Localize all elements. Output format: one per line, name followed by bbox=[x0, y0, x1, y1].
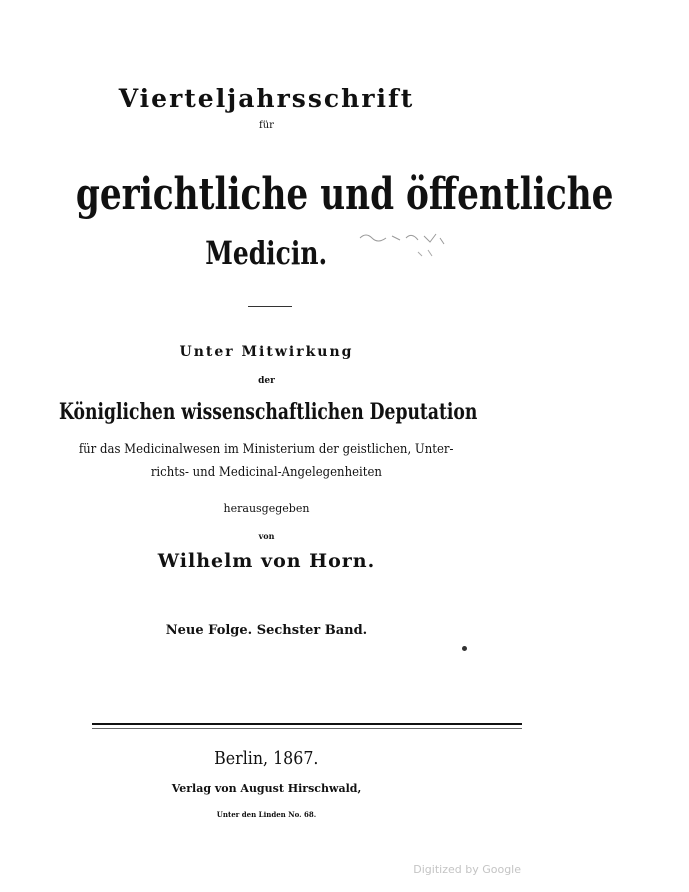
short-rule bbox=[248, 306, 292, 307]
by-line: von bbox=[258, 531, 275, 541]
institution-detail-1 bbox=[0, 442, 533, 457]
publisher-line: Verlag von August Hirschwald, bbox=[171, 782, 362, 795]
digitized-watermark: Digitized by Google bbox=[413, 863, 521, 876]
preposition-fuer: für bbox=[259, 120, 274, 131]
double-rule-bottom bbox=[92, 728, 522, 729]
institution-name bbox=[0, 400, 533, 424]
institution-detail-2 bbox=[0, 465, 533, 480]
subject-line-text: gerichtliche und öffentliche bbox=[75, 169, 614, 220]
series-line: Neue Folge. Sechster Band. bbox=[165, 623, 368, 638]
edited-line: herausgegeben bbox=[223, 502, 310, 515]
subject-line bbox=[0, 169, 614, 220]
institution-name-text: Königlichen wissenschaftlichen Deputation bbox=[58, 399, 478, 425]
editor-name: Wilhelm von Horn. bbox=[157, 550, 376, 572]
double-rule-top bbox=[92, 723, 522, 725]
article-der: der bbox=[258, 376, 275, 386]
place-year-text: Berlin, 1867. bbox=[214, 748, 319, 769]
institution-detail-2-text: richts- und Medicinal-Angelegenheiten bbox=[150, 465, 383, 480]
institution-detail-1-text: für das Medicinalwesen im Ministerium der geistlichen, Unter- bbox=[79, 442, 454, 457]
handwritten-mark bbox=[358, 226, 458, 266]
journal-title: Vierteljahrsschrift bbox=[118, 84, 415, 113]
ink-spot bbox=[462, 646, 467, 651]
medicin-text: Medicin. bbox=[205, 234, 328, 272]
address-line: Unter den Linden No. 68. bbox=[216, 810, 317, 819]
cooperation-line: Unter Mitwirkung bbox=[179, 344, 354, 360]
place-year bbox=[0, 748, 533, 769]
